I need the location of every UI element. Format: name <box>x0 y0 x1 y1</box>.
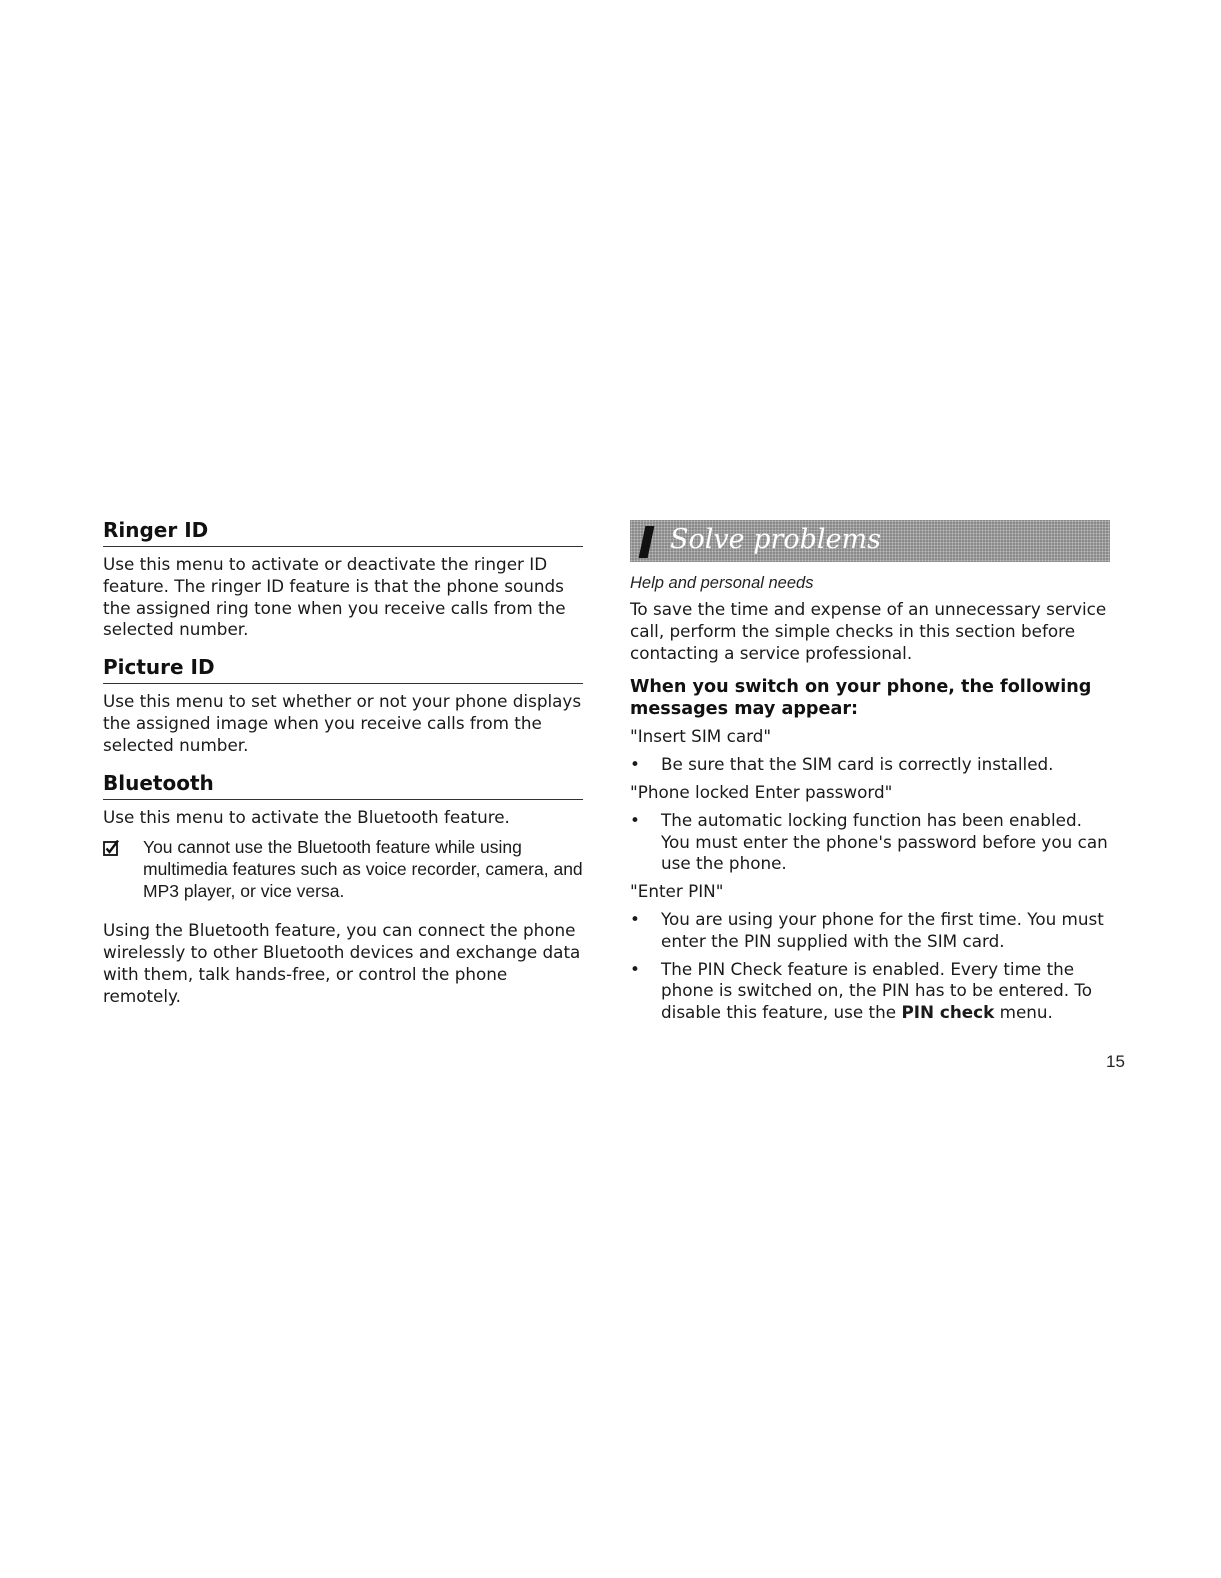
banner-title: Solve problems <box>670 524 882 555</box>
picture-id-section <box>103 655 583 756</box>
section-text: Use this menu to activate the Bluetooth feature. <box>103 806 510 827</box>
section-title: Picture ID <box>103 655 583 684</box>
bullet-icon: • <box>630 958 640 979</box>
left-column <box>103 518 583 1008</box>
list-item: • Be sure that the SIM card is correctly installed. <box>630 754 1054 775</box>
message-quote: "Insert SIM card" <box>630 726 772 747</box>
intro-text: To save the time and expense of an unnecessary service call, perform the simple checks in this section before contacting a service professional. <box>630 599 1107 663</box>
subheading: Help and personal needs <box>630 574 814 592</box>
right-column <box>630 520 1110 1030</box>
message-quote: "Enter PIN" <box>630 881 724 902</box>
list-item: • You are using your phone for the first time. You must enter the PIN supplied with the SIM card. <box>630 908 1104 951</box>
banner-slash-mark <box>639 526 655 558</box>
ringer-id-section <box>103 518 583 641</box>
section-text: Use this menu to activate or deactivate the ringer ID feature. The ringer ID feature is that the phone sounds the assigned ring tone when you receive calls from the selected number. <box>103 554 566 640</box>
note <box>103 836 583 902</box>
page-number: 15 <box>1106 1052 1125 1071</box>
checkbox-check-icon <box>103 840 119 856</box>
list-item: • The PIN Check feature is enabled. Every time the phone is switched on, the PIN has to be entered. To disable this feature, use the PIN check menu. <box>630 958 1093 1023</box>
menu-name: PIN check <box>901 1002 995 1023</box>
message-quote: "Phone locked Enter password" <box>630 781 893 802</box>
bluetooth-section <box>103 771 583 1008</box>
section-banner <box>630 520 1110 562</box>
bullet-icon: • <box>630 809 640 830</box>
section-text: Use this menu to set whether or not your phone displays the assigned image when you receive calls from the selected number. <box>103 691 582 755</box>
messages-heading: When you switch on your phone, the following messages may appear: <box>630 677 1092 720</box>
section-text-2: Using the Bluetooth feature, you can connect the phone wirelessly to other Bluetooth devices and exchange data with them, talk hands-free, or control the phone remotely. <box>103 920 581 1006</box>
note-text: You cannot use the Bluetooth feature while using multimedia features such as voice recorder, camera, and MP3 player, or vice versa. <box>143 837 583 902</box>
bullet-icon: • <box>630 754 640 775</box>
list-item: • The automatic locking function has been enabled. You must enter the phone's password before you can use the phone. <box>630 809 1108 874</box>
bullet-icon: • <box>630 908 640 929</box>
section-title: Ringer ID <box>103 518 583 547</box>
section-title: Bluetooth <box>103 771 583 800</box>
